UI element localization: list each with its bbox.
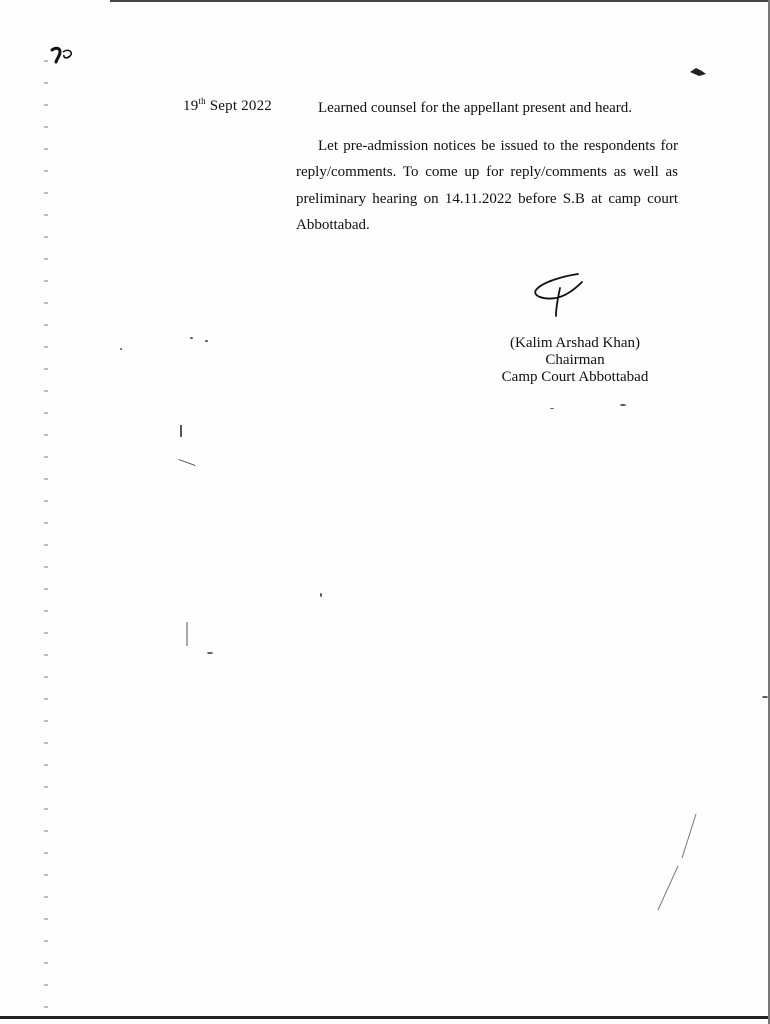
margin-specks [44,60,48,1020]
signatory-name: (Kalim Arshad Khan) [510,335,640,351]
speck [190,337,193,339]
speck [120,348,122,350]
scan-edge-bottom [0,1016,770,1019]
order-date [183,96,272,115]
speck [320,593,322,597]
date-day: 19 [183,98,199,114]
signature-icon [520,268,590,318]
scan-edge-top [110,0,770,2]
signatory-office: Camp Court Abbottabad [501,369,649,385]
order-body [296,95,678,239]
date-rest: Sept 2022 [205,98,272,114]
date-suffix: th [198,96,206,106]
signatory-block [470,335,680,386]
speck [620,404,626,406]
order-paragraph: Let pre-admission notices be issued to the respondents for reply/comments. To come up for reply/comments as well as preliminary hearing on 14.11.2022 before S.B at camp court Abbottabad. [296,137,678,233]
speck [762,696,768,698]
scan-stroke [648,810,700,914]
order-paragraph: Learned counsel for the appellant present and heard. [318,100,633,116]
speck [550,408,554,409]
scan-mark-icon [48,44,78,64]
speck [207,652,213,654]
speck [186,622,188,646]
speck [178,459,195,466]
speck [180,425,182,437]
signatory-designation: Chairman [545,352,605,368]
scan-mark-icon [688,64,708,80]
speck [205,340,208,342]
